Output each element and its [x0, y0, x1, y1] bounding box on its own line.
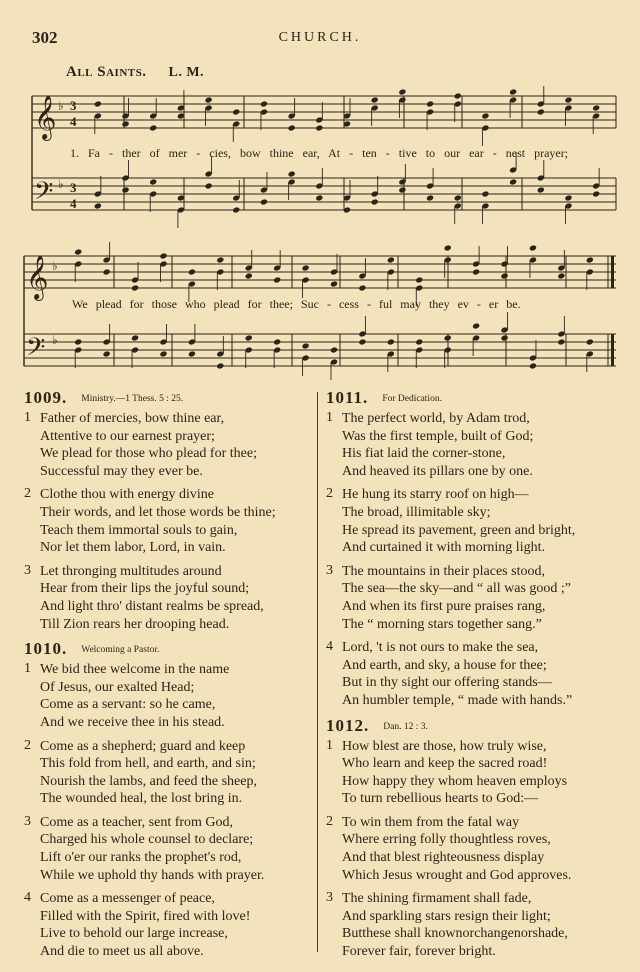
verse-line: Come as a messenger of peace,: [40, 891, 215, 907]
verse-line: Which Jesus wrought and God approves.: [342, 867, 572, 883]
note-head: [358, 284, 366, 291]
note-head: [302, 342, 310, 349]
note-head: [188, 268, 196, 275]
final-bar-thick: [611, 334, 614, 366]
verse-line: An humbler temple, “ made with hands.”: [342, 692, 573, 708]
verse-line: Where erring folly thoughtless roves,: [342, 832, 551, 848]
left-column: [24, 388, 324, 967]
bass-staff-1: [32, 178, 616, 210]
verse-line: How blest are those, how truly wise,: [342, 738, 547, 754]
note-head: [472, 268, 480, 275]
stanza-number: 4: [326, 639, 333, 655]
hymn-1011: [326, 388, 626, 710]
note-head: [398, 88, 406, 95]
note-head: [216, 256, 224, 263]
right-column: [326, 388, 626, 967]
verse-line: Their words, and let those words be thine;: [40, 504, 276, 520]
note-head: [454, 92, 462, 99]
treble-staff-2: [24, 256, 616, 288]
note-head: [121, 186, 129, 193]
stanza-number: 2: [326, 486, 333, 502]
verse-line: The mountains in their places stood,: [342, 563, 545, 579]
stanza-number: 4: [24, 890, 31, 906]
stanza: [24, 738, 324, 808]
verse-line: Come as a shepherd; guard and keep: [40, 738, 246, 754]
verse-line: Clothe thou with energy divine: [40, 487, 214, 503]
hymn-number: 1010.: [24, 639, 68, 659]
running-head: CHURCH.: [278, 30, 362, 45]
hymn-reference: Welcoming a Pastor.: [81, 645, 160, 656]
stanza: [326, 486, 626, 556]
verse-line: And we receive thee in his stead.: [40, 714, 225, 730]
verse-line: Let thronging multitudes around: [40, 563, 222, 579]
stanza-number: 1: [326, 410, 333, 425]
hymn-reference: Dan. 12 : 3.: [383, 721, 428, 732]
verse-line: His fiat laid the corner-stone,: [342, 446, 506, 462]
note-head: [205, 96, 213, 103]
note-head: [159, 252, 167, 259]
note-head: [232, 206, 240, 213]
hymn-number: 1011.: [326, 388, 369, 407]
verse-line: The broad, illimitable sky;: [342, 504, 491, 520]
verse-line: The shining firmament shall fade,: [342, 891, 532, 907]
verse-line: Was the first temple, built of God;: [342, 428, 534, 444]
verse-line: He hung its starry roof on high—: [342, 487, 529, 503]
bass-notes-1: [94, 152, 600, 228]
flat-sign: ♭: [58, 99, 64, 113]
tune-name: All Saints.: [66, 64, 147, 80]
verse-line: Lord, 't is not ours to make the sea,: [342, 640, 539, 656]
stanza-number: 1: [326, 737, 333, 753]
verse-line: We bid thee welcome in the name: [40, 662, 230, 678]
note-head: [74, 338, 82, 345]
note-head: [315, 124, 323, 131]
verse-line: Father of mercies, bow thine ear,: [40, 411, 225, 426]
page-number: 302: [32, 28, 58, 47]
verse-line: Nourish the lambs, and feed the sheep,: [40, 773, 257, 789]
treble-staff-1: [32, 96, 616, 128]
hymn-1010: [24, 639, 324, 961]
stanza: [24, 890, 324, 960]
note-head: [537, 108, 545, 115]
note-head: [216, 362, 224, 369]
stanza: [24, 814, 324, 884]
note-head: [315, 194, 323, 201]
note-head: [74, 248, 82, 255]
stanza: [24, 563, 324, 633]
verse-line: Who learn and keep the sacred road!: [342, 756, 548, 772]
note-head: [330, 280, 338, 287]
time-sig-bottom: 4: [70, 196, 77, 211]
verse-line: But in thy sight our offering stands—: [342, 675, 552, 691]
time-sig-bottom: 4: [70, 114, 77, 129]
note-head: [557, 338, 565, 345]
note-head: [245, 334, 253, 341]
stanza-number: 2: [24, 486, 31, 502]
verse-line: We plead for those who plead for thee;: [40, 446, 257, 462]
note-head: [103, 350, 111, 357]
note-head: [592, 104, 600, 111]
flat-sign: ♭: [52, 259, 58, 273]
note-head: [330, 346, 338, 353]
verse-line: And sparkling stars resign their light;: [342, 908, 551, 924]
stanza-number: 3: [326, 562, 333, 578]
verse-line: Successful may they ever be.: [40, 463, 203, 479]
verse-line: And that blest righteousness display: [342, 850, 545, 866]
note-head: [94, 100, 102, 107]
note-head: [273, 338, 281, 345]
note-head: [302, 264, 310, 271]
note-head: [481, 190, 489, 197]
verse-line: Filled with the Spirit, fired with love!: [40, 908, 251, 924]
note-head: [426, 194, 434, 201]
note-head: [232, 108, 240, 115]
note-head: [426, 100, 434, 107]
lyrics-line-2: We plead for those who plead for thee; Suc - cess - ful may they ev - er be.: [72, 297, 521, 311]
note-head: [398, 186, 406, 193]
note-head: [103, 268, 111, 275]
verse-line: Teach them immortal souls to gain,: [40, 522, 238, 538]
note-head: [288, 170, 296, 177]
note-head: [288, 124, 296, 131]
verse-line: This fold from hell, and earth, and sin;: [40, 756, 256, 772]
verse-line: Till Zion rears her drooping head.: [40, 616, 230, 632]
flat-sign: ♭: [58, 177, 64, 191]
note-head: [121, 120, 129, 127]
hymn-reference: Ministry.—1 Thess. 5 : 25.: [81, 394, 184, 404]
verse-line: And curtained it with morning light.: [342, 540, 545, 556]
flat-sign: ♭: [52, 333, 58, 347]
bass-notes-2: [74, 312, 594, 380]
bass-clef: 𝄢: [26, 333, 46, 368]
note-head: [557, 272, 565, 279]
note-head: [371, 198, 379, 205]
note-head: [149, 178, 157, 185]
note-head: [131, 284, 139, 291]
note-head: [415, 338, 423, 345]
stanza: [326, 410, 626, 480]
note-head: [205, 182, 213, 189]
verse-line: The wounded heal, the lost bring in.: [40, 791, 243, 807]
note-head: [159, 350, 167, 357]
note-head: [500, 272, 508, 279]
stanza-number: 3: [326, 890, 333, 906]
stanza: [24, 410, 324, 480]
hymn-number: 1012.: [326, 715, 370, 735]
treble-notes-1: [94, 86, 600, 146]
verse-line: The “ morning stars together sang.”: [342, 616, 542, 632]
note-head: [94, 202, 102, 209]
note-head: [415, 276, 423, 283]
verse-line: And earth, and sky, a house for thee;: [342, 657, 547, 673]
stanza-number: 1: [24, 661, 31, 677]
note-head: [529, 244, 537, 251]
verse-line: He spread its pavement, green and bright,: [342, 522, 576, 538]
stanza: [326, 738, 626, 808]
verse-line: How happy they whom heaven employs: [342, 773, 568, 789]
note-head: [444, 244, 452, 251]
verse-line: While we uphold thy hands with prayer.: [40, 867, 265, 883]
time-sig-top: 3: [70, 180, 77, 195]
stanza-number: 3: [24, 562, 31, 578]
verse-line: Come as a servant: so he came,: [40, 697, 216, 713]
verse-line: Come as a teacher, sent from God,: [40, 814, 234, 830]
hymn-heading: [24, 388, 324, 410]
verse-line: Nor let them labor, Lord, in vain.: [40, 540, 226, 556]
column-divider: [317, 392, 318, 952]
verse-line: To turn rebellious hearts to God:—: [342, 791, 539, 807]
note-head: [371, 96, 379, 103]
verse-line: Forever fair, forever bright.: [342, 944, 496, 960]
hymn-heading: [24, 639, 324, 661]
note-head: [537, 186, 545, 193]
stanza-number: 2: [24, 737, 31, 753]
note-head: [358, 338, 366, 345]
note-head: [444, 334, 452, 341]
verse-line: Butthese shall knownorchangenorshade,: [342, 926, 568, 942]
note-head: [131, 334, 139, 341]
music-score: [0, 0, 640, 380]
bass-staff-2: [24, 334, 616, 366]
treble-clef: 𝄞: [34, 95, 57, 139]
hymn-1009: [24, 388, 324, 633]
hymn-heading: [326, 388, 626, 410]
stanza: [326, 814, 626, 884]
verse-line: Hear from their lips the joyful sound;: [40, 581, 250, 597]
final-bar-thick: [611, 256, 614, 288]
treble-clef: 𝄞: [26, 255, 49, 299]
hymn-1012: [326, 716, 626, 961]
note-head: [481, 112, 489, 119]
bass-clef: 𝄢: [34, 177, 54, 212]
note-head: [500, 334, 508, 341]
stanza: [24, 486, 324, 556]
note-head: [454, 194, 462, 201]
stanza: [326, 639, 626, 709]
verse-line: Lift o'er our ranks the prophet's rod,: [40, 850, 242, 866]
stanza-number: 1: [24, 410, 31, 425]
note-head: [245, 272, 253, 279]
note-head: [509, 178, 517, 185]
note-head: [387, 256, 395, 263]
note-head: [188, 350, 196, 357]
verse-line: Of Jesus, our exalted Head;: [40, 679, 195, 695]
verse-line: Live to behold our large increase,: [40, 926, 228, 942]
note-head: [586, 338, 594, 345]
verse-line: The sea—the sky—and “ all was good ;”: [342, 581, 571, 597]
note-head: [472, 322, 480, 329]
stanza: [326, 890, 626, 960]
hymn-number: 1009.: [24, 388, 68, 407]
stanza-number: 2: [326, 813, 333, 829]
note-head: [260, 198, 268, 205]
tune-meter: L. M.: [168, 65, 205, 80]
lyrics-line-1: 1. Fa - ther of mer - cies, bow thine ear, At - ten - tive to our ear - nest prayer;: [70, 146, 569, 160]
verse-line: Attentive to our earnest prayer;: [40, 428, 215, 444]
stanza: [24, 661, 324, 731]
note-head: [529, 362, 537, 369]
note-head: [586, 256, 594, 263]
note-head: [509, 88, 517, 95]
verse-line: And light thro' distant realms be spread,: [40, 598, 264, 614]
hymn-heading: [326, 716, 626, 738]
verse-line: And die to meet us all above.: [40, 944, 204, 960]
note-head: [592, 190, 600, 197]
stanza: [326, 563, 626, 633]
verse-line: And when its first pure praises rang,: [342, 598, 546, 614]
time-sig-top: 3: [70, 98, 77, 113]
note-head: [564, 96, 572, 103]
verse-line: Charged his whole counsel to declare;: [40, 832, 254, 848]
verse-line: To win them from the fatal way: [342, 814, 520, 830]
note-head: [149, 124, 157, 131]
note-head: [260, 100, 268, 107]
note-head: [564, 194, 572, 201]
note-head: [273, 276, 281, 283]
verse-line: The perfect world, by Adam trod,: [342, 411, 530, 426]
stanza-number: 3: [24, 813, 31, 829]
verse-line: And heaved its pillars one by one.: [342, 463, 533, 479]
note-head: [387, 338, 395, 345]
hymn-reference: For Dedication.: [382, 394, 442, 404]
